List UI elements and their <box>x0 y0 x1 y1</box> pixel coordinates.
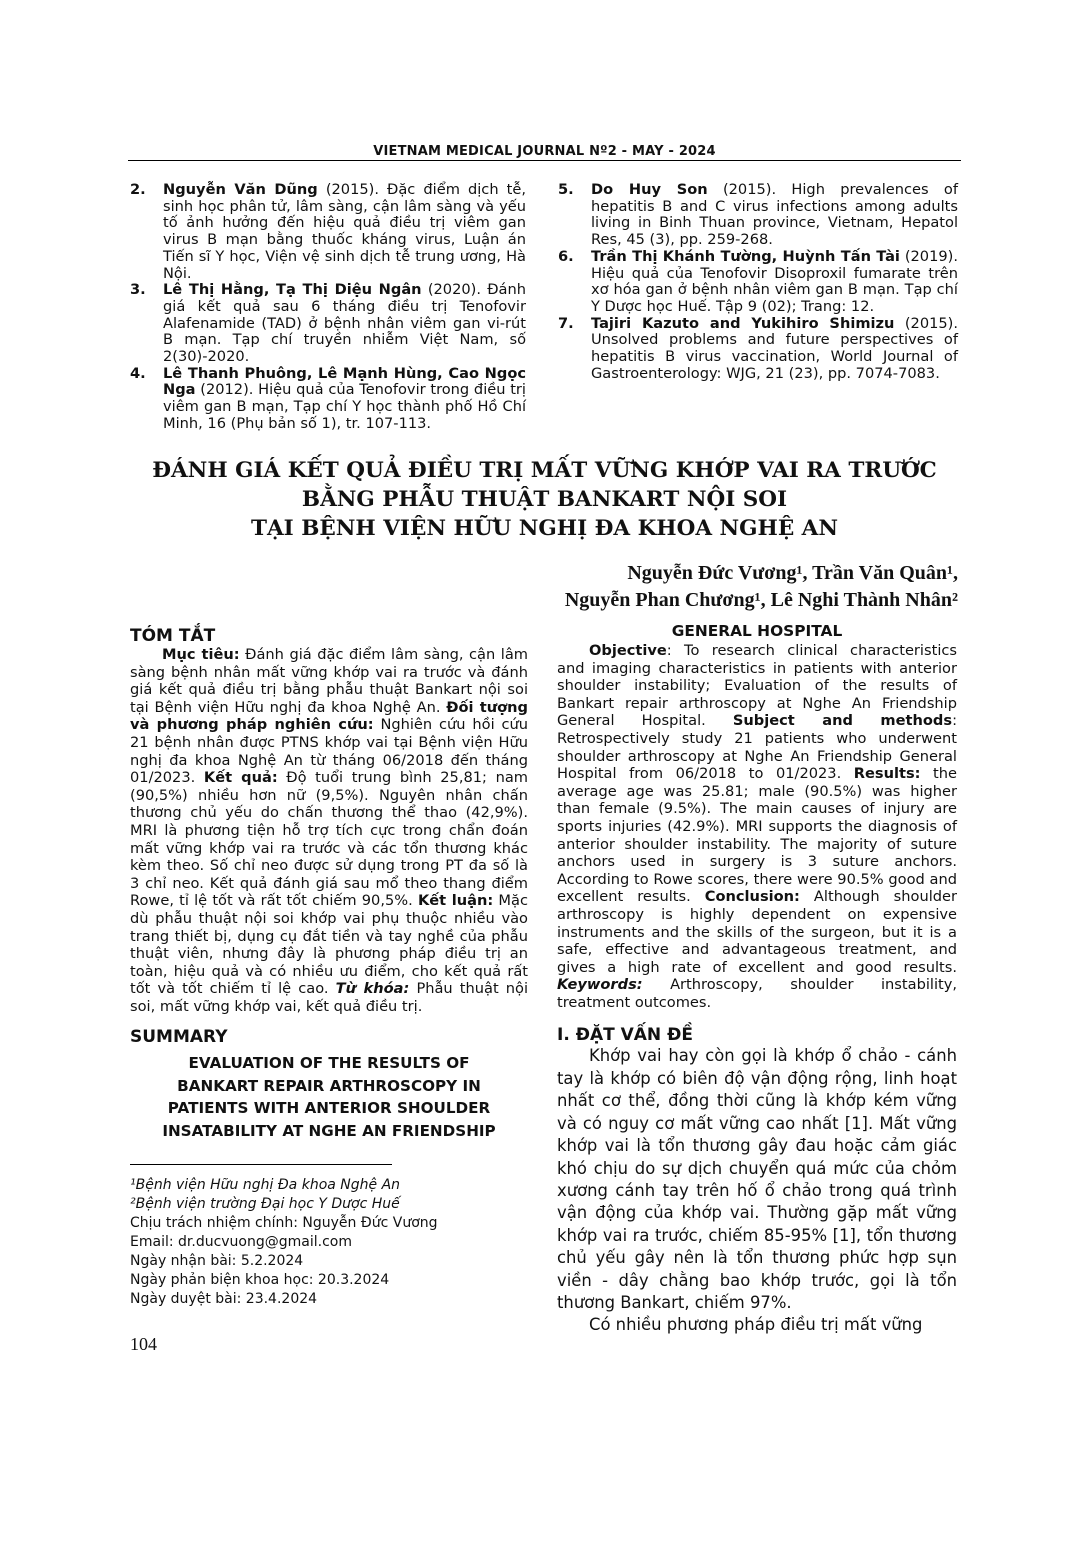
reference-text: (2020). Đánh giá kết quả sau 6 tháng điều trị Tenofovir Alafenamide (TAD) ở bệnh nhân viêm gan vi-rút B mạn. Tạp chí truyền nhiễm Việt Nam, số 2(30)-2020. <box>163 281 526 366</box>
footnote-affiliation: ¹Bệnh viện Hữu nghị Đa khoa Nghệ An <box>130 1177 401 1193</box>
summary-title-line: INSATABILITY AT NGHE AN FRIENDSHIP <box>162 1121 496 1140</box>
abstract-label: Kết luận: <box>417 892 494 910</box>
left-column <box>130 626 528 1142</box>
intro-heading: I. ĐẶT VẤN ĐỀ <box>557 1025 693 1046</box>
reference-item <box>130 282 526 366</box>
abstract-label: Subject and methods <box>732 712 953 730</box>
reference-number: 7. <box>558 314 574 332</box>
reference-authors: Lê Thanh Phuông, Lê Mạnh Hùng, Cao Ngọc Nga <box>163 364 526 399</box>
reference-authors: Nguyễn Văn Dũng <box>163 181 318 198</box>
abstract-segment: Nghiên cứu hồi cứu 21 bệnh nhân được PTNS khớp vai tại Bệnh viện Hữu nghị đa khoa Nghệ An từ tháng 06/2018 đến tháng 01/2023. <box>130 716 529 787</box>
reference-number: 6. <box>558 247 574 265</box>
summary-title-line: PATIENTS WITH ANTERIOR SHOULDER <box>167 1099 491 1118</box>
abstract-label: Mục tiêu: <box>162 646 240 663</box>
footnotes <box>130 1176 528 1309</box>
intro-paragraph: Khớp vai hay còn gọi là khớp ổ chảo - cánh tay là khớp có biên độ vận động rộng, linh hoạt nhất cơ thể, đồng thời cũng là khớp kém vững và có nguy cơ mất vững cao nhất [1]. Mất vững khớp vai là tổn thương gây đau hoặc cảm giác khó chịu do sự dịch chuyển quá mức của chỏm xương cánh tay trên hố ổ chảo trong quá trình vận động của khớp vai. Thường gặp mất vững khớp vai ra trước, chiếm 85-95% [1], tổn thương chủ yếu gây nên là tổn thương phức hợp sụn viền - dây chằng bao khớp trước, gọi là tổn thương Bankart, chiếm 97%. <box>557 1046 957 1312</box>
summary-title-line: BANKART REPAIR ARTHROSCOPY IN <box>177 1076 481 1095</box>
reference-item <box>558 249 958 316</box>
reference-authors: Lê Thị Hằng, Tạ Thị Diệu Ngân <box>163 281 422 299</box>
page-number: 104 <box>130 1334 157 1354</box>
reference-number: 5. <box>558 181 574 198</box>
summary-heading: SUMMARY <box>130 1027 228 1048</box>
abstract-label: Từ khóa: <box>335 980 410 998</box>
reference-authors: Tajiri Kazuto and Yukihiro Shimizu <box>591 314 895 332</box>
summary-title-line: EVALUATION OF THE RESULTS OF <box>188 1054 470 1073</box>
abstract-segment: Mặc dù phẫu thuật nội soi khớp vai phụ thuộc nhiều vào trang thiết bị, dụng cụ đắt tiền và tay nghề của phẫu thuật viên, nhưng đây là phương pháp điều trị an toàn, hiệu quả và có nhiều ưu điểm, cho kết quả rất tốt và tốt chiếm tỉ lệ cao. <box>130 892 528 998</box>
abstract-label: Results: <box>853 765 921 783</box>
footnote-received-date: Ngày nhận bài: 5.2.2024 <box>130 1253 304 1269</box>
reference-number: 3. <box>130 281 146 299</box>
footnote-affiliation: ²Bệnh viện trường Đại học Y Dược Huế <box>130 1196 400 1212</box>
reference-authors: Trần Thị Khánh Tường, Huỳnh Tấn Tài <box>591 247 900 265</box>
abstract-segment: the average age was 25.81; male (90.5%) was higher than female (9.5%). The main causes of injury are sports injuries (42.9%). MRI supports the diagnosis of anterior shoulder instability. The majority of suture anchors used in surgery is 3 suture anchors. According to Rowe scores, there were 90.5% good and excellent results. <box>557 765 957 906</box>
footnote-email: Email: dr.ducvuong@gmail.com <box>130 1234 352 1250</box>
summary-title-line: GENERAL HOSPITAL <box>671 622 843 640</box>
abstract-segment: Arthroscopy, shoulder instability, treatment outcomes. <box>557 976 957 1011</box>
abstract-segment: : Retrospectively study 21 patients who underwent shoulder arthroscopy at Nghe An Friendship General Hospital from 06/2018 to 01/2023. <box>557 712 957 783</box>
right-column <box>557 622 957 1337</box>
abstract-heading: TÓM TẮT <box>130 626 216 646</box>
abstract-en-text <box>557 642 957 1011</box>
reference-authors: Do Huy Son <box>591 181 708 198</box>
reference-item <box>558 182 958 249</box>
reference-text: (2019). Hiệu quả của Tenofovir Disoproxil fumarate trên xơ hóa gan ở bệnh nhân viêm gan B mạn. Tạp chí Y Dược học Huế. Tập 9 (02); Trang: 12. <box>591 247 958 315</box>
abstract-label: Objective <box>589 642 667 659</box>
article-authors <box>565 560 958 614</box>
reference-text: (2015). Đặc điểm dịch tễ, sinh học phân tử, lâm sàng, cận lâm sàng và yếu tố ảnh hưởng đến hiệu quả điều trị viêm gan virus B mạn bằng thuốc kháng virus, Luận án Tiến sĩ Y học, Viện vệ sinh dịch tễ trung ương, Hà Nội. <box>163 181 526 282</box>
abstract-segment: Although shoulder arthroscopy is highly dependent on expensive instruments and the skills of the surgeon, but it is a safe, effective and advantageous treatment, and gives a high rate of excellent and good results. <box>557 888 957 976</box>
journal-header: VIETNAM MEDICAL JOURNAL Nº2 - MAY - 2024 <box>373 144 716 159</box>
footnote-corresponding-author: Chịu trách nhiệm chính: Nguyễn Đức Vương <box>130 1215 438 1231</box>
reference-text: (2012). Hiệu quả của Tenofovir trong điều trị viêm gan B mạn, Tạp chí Y học thành phố Hồ Chí Minh, 16 (Phụ bản số 1), tr. 107-113. <box>163 381 526 432</box>
header-divider <box>128 160 961 161</box>
abstract-label: Đối tượng và phương pháp nghiên cứu: <box>130 698 528 734</box>
authors-line: Nguyễn Phan Chương¹, Lê Nghi Thành Nhân² <box>564 589 958 611</box>
title-line: BẰNG PHẪU THUẬT BANKART NỘI SOI <box>301 487 788 512</box>
reference-item <box>130 182 526 282</box>
reference-number: 2. <box>130 181 146 198</box>
footnote-review-date: Ngày phản biện khoa học: 20.3.2024 <box>130 1272 390 1288</box>
abstract-segment: Phẫu thuật nội soi, mất vững khớp vai, kết quả điều trị. <box>130 980 529 1015</box>
reference-item <box>558 316 958 383</box>
reference-text: (2015). Unsolved problems and future perspectives of hepatitis B virus vaccination, World Journal of Gastroenterology: WJG, 21 (23), pp. 7074-7083. <box>591 314 959 382</box>
title-line: ĐÁNH GIÁ KẾT QUẢ ĐIỀU TRỊ MẤT VỮNG KHỚP VAI RA TRƯỚC <box>152 458 937 483</box>
reference-text: (2015). High prevalences of hepatitis B and C virus infections among adults living in Binh Thuan province, Vietnam, Hepatol Res, 45 (3), pp. 259-268. <box>591 181 958 249</box>
article-title <box>128 456 961 543</box>
intro-paragraph: Có nhiều phương pháp điều trị mất vững <box>589 1315 923 1335</box>
reference-item <box>130 366 526 433</box>
footnote-accepted-date: Ngày duyệt bài: 23.4.2024 <box>130 1291 318 1307</box>
title-line: TẠI BỆNH VIỆN HỮU NGHỊ ĐA KHOA NGHỆ AN <box>250 516 839 541</box>
abstract-label: Keywords: <box>557 976 643 994</box>
references-left <box>130 182 526 433</box>
references-right <box>558 182 958 382</box>
abstract-label: Conclusion: <box>704 888 800 906</box>
reference-number: 4. <box>130 364 146 382</box>
authors-line: Nguyễn Đức Vương¹, Trần Văn Quân¹, <box>627 562 958 584</box>
abstract-segment: Đánh giá đặc điểm lâm sàng, cận lâm sàng bệnh nhân mất vững khớp vai ra trước và đánh giá kết quả điều trị bằng phẫu thuật Bankart nội soi tại Bệnh viện Hữu nghị đa khoa Nghệ An. <box>130 646 528 716</box>
abstract-vi-text <box>130 646 528 1015</box>
abstract-segment: : To research clinical characteristics and imaging characteristics in patients with anterior shoulder instability; Evaluation of the results of Bankart repair arthroscopy at Nghe An Friendship General Hospital. <box>557 642 957 730</box>
abstract-label: Kết quả: <box>203 769 278 787</box>
summary-title <box>130 1052 528 1142</box>
footnote-divider <box>130 1164 392 1165</box>
abstract-segment: Độ tuổi trung bình 25,81; nam (90,5%) nhiều hơn nữ (9,5%). Nguyên nhân chấn thương chủ yếu do chấn thương thể thao (42,9%). MRI là phương tiện hỗ trợ tích cực trong chẩn đoán mất vững khớp vai ra trước và các tổn thương khác kèm theo. Số chỉ neo được sử dụng trong PT đa số là 3 chỉ neo. Kết quả đánh giá sau mổ theo thang điểm Rowe, tỉ lệ tốt và rất tốt chiếm 90,5%. <box>130 769 528 910</box>
